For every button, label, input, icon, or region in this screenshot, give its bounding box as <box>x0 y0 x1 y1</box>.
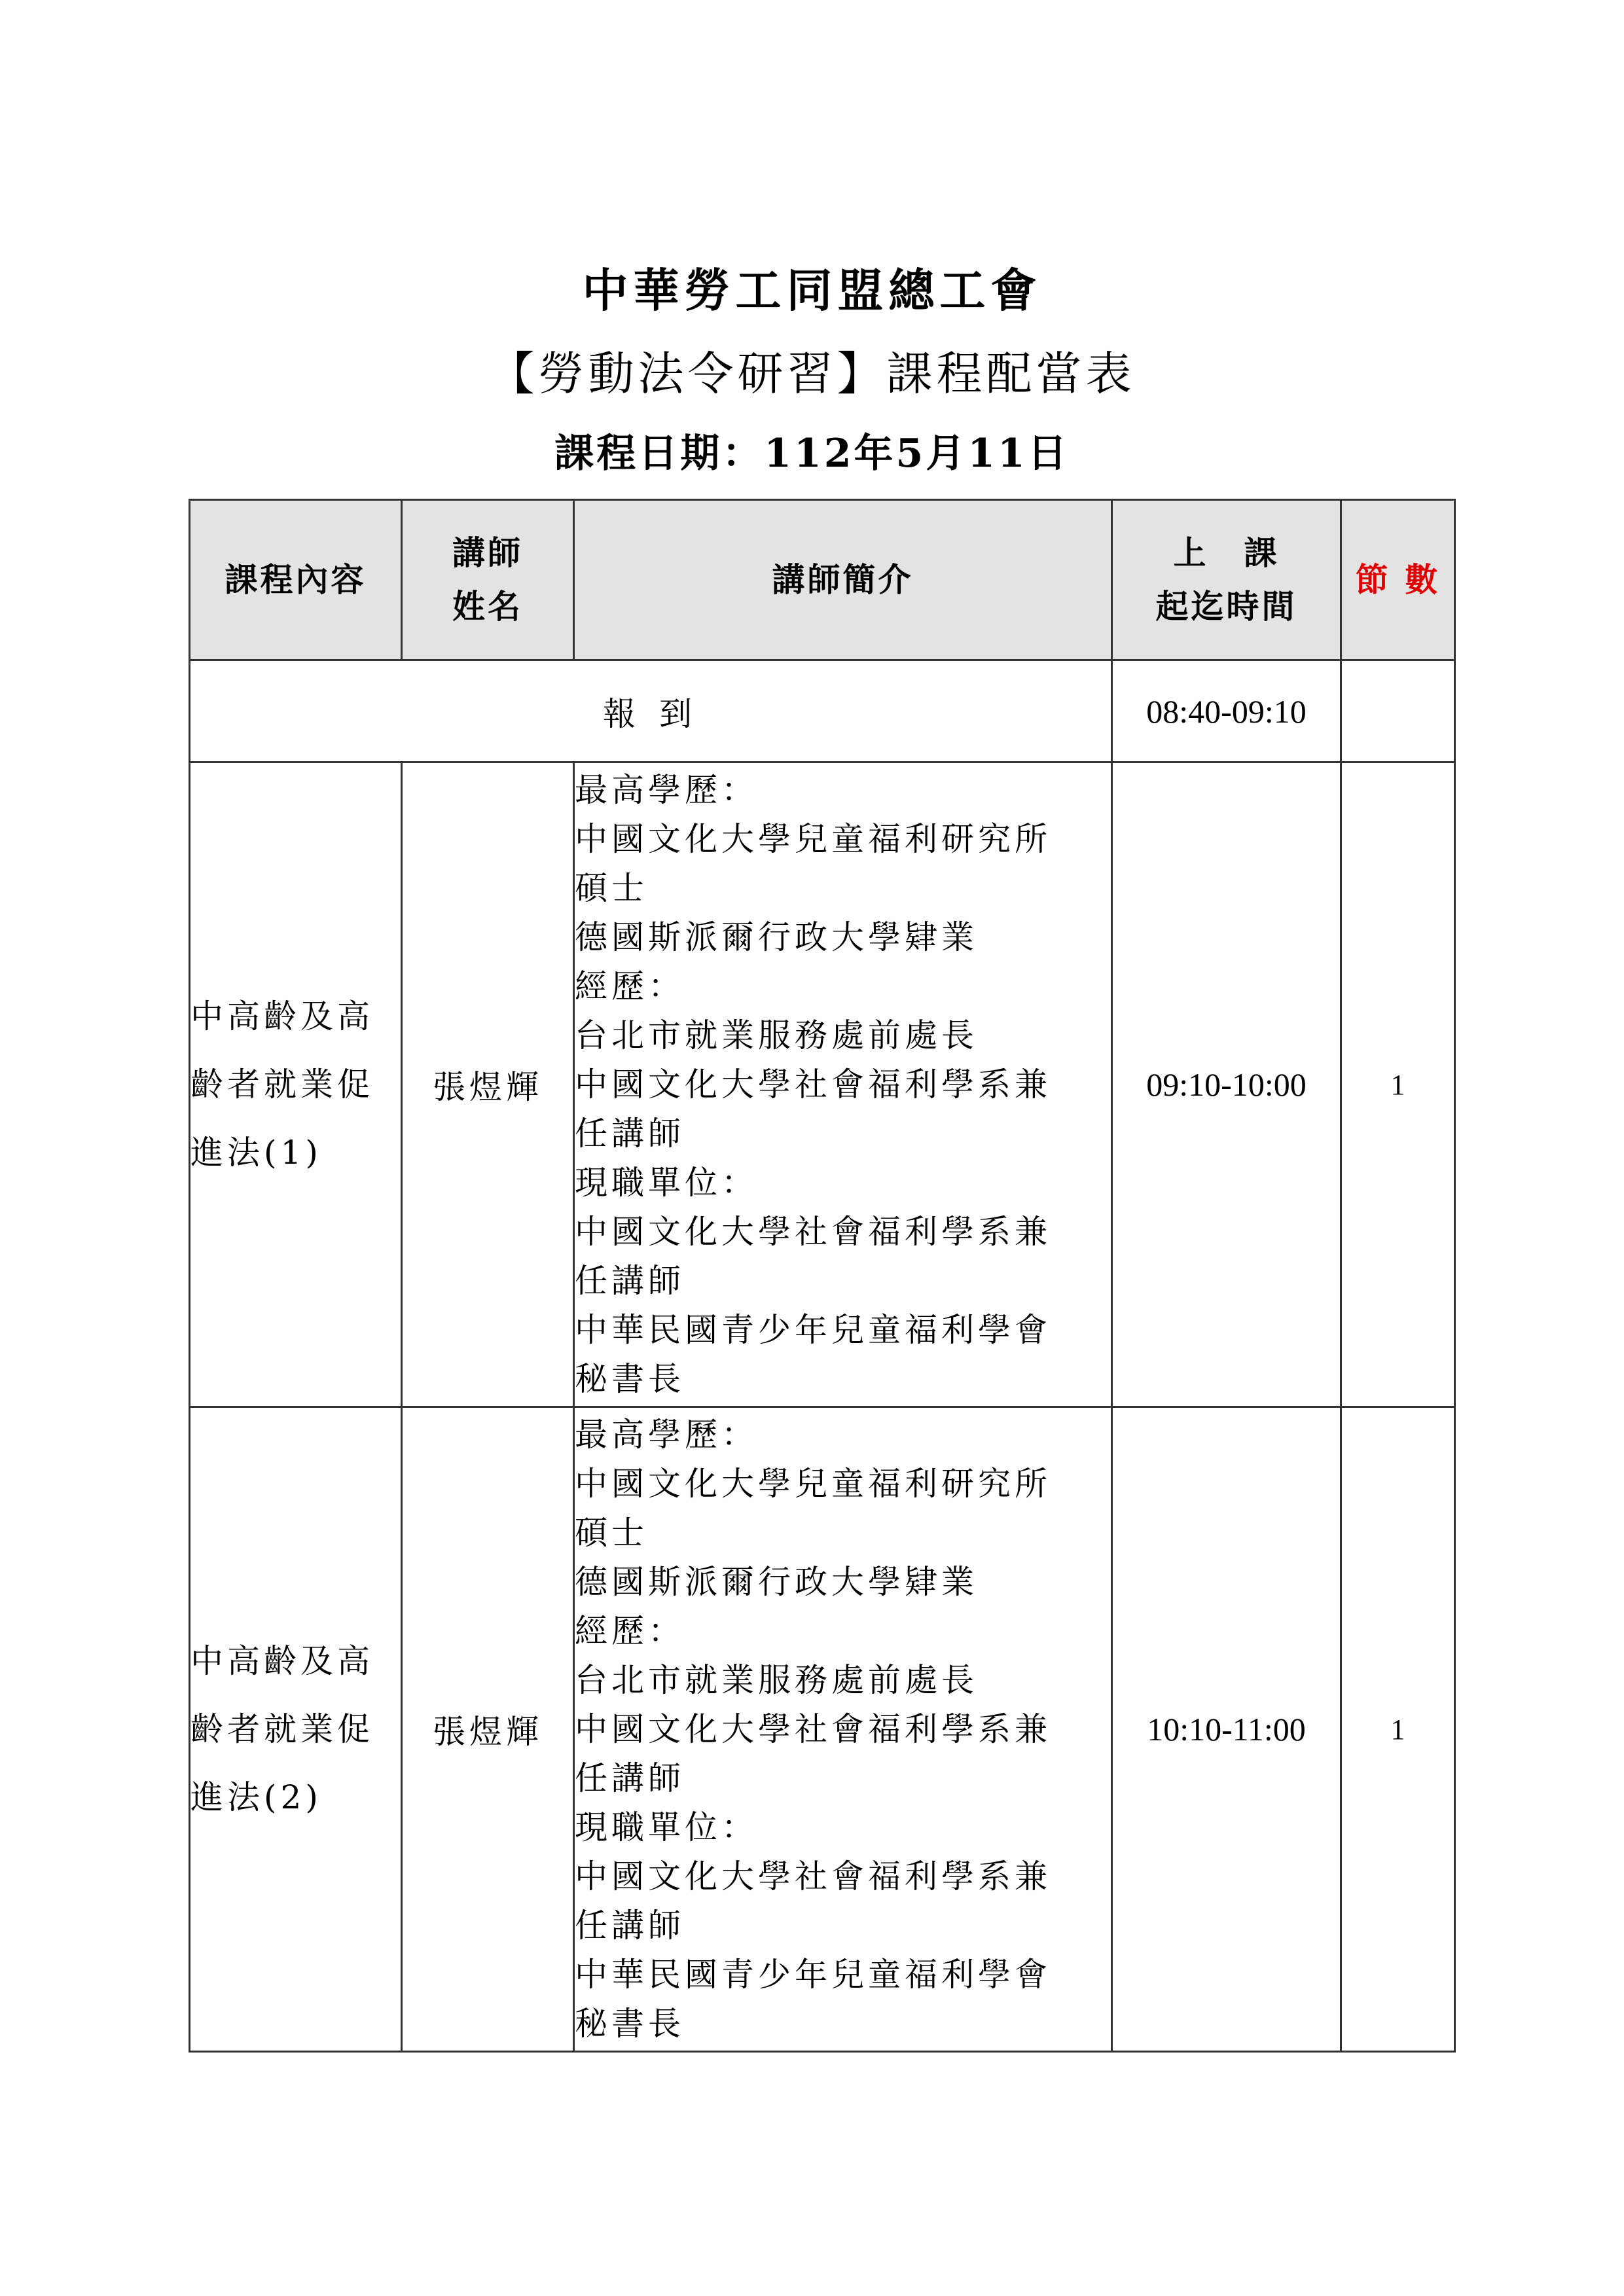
instructor-bio <box>574 762 1112 1407</box>
bio-line: 任講師 <box>575 1114 685 1153</box>
bio-line: 任講師 <box>575 1261 685 1300</box>
instructor-bio <box>574 1407 1112 2052</box>
table-header-row <box>190 500 1455 660</box>
bio-line: 中國文化大學社會福利學系兼 <box>575 1065 1051 1103</box>
bio-line: 任講師 <box>575 1759 685 1797</box>
bio-line: 碩士 <box>575 869 648 907</box>
bio-line: 中國文化大學兒童福利研究所 <box>575 1464 1051 1503</box>
org-title: 中華勞工同盟總工會 <box>582 263 1042 317</box>
col-header-instructor-line-1: 講師 <box>452 533 523 572</box>
instructor-name: 張煜輝 <box>402 762 574 1407</box>
schedule-table <box>189 499 1456 2053</box>
bio-line: 中華民國青少年兒童福利學會 <box>575 1955 1051 1994</box>
checkin-time: 08:40-09:10 <box>1112 660 1341 762</box>
session-time: 10:10-11:00 <box>1112 1407 1341 2052</box>
bio-line: 秘書長 <box>575 1359 685 1398</box>
course-line: 齡者就業促 <box>190 1710 374 1748</box>
table-row <box>190 762 1455 1407</box>
session-periods: 1 <box>1341 1407 1455 2052</box>
col-header-time-line-1: 上 課 <box>1173 533 1280 572</box>
course-cell <box>190 1407 402 2052</box>
bio-line: 最高學歷： <box>575 1415 758 1454</box>
course-line: 中高齡及高 <box>190 1642 374 1680</box>
bio-line: 任講師 <box>575 1906 685 1945</box>
bio-line: 中國文化大學社會福利學系兼 <box>575 1212 1051 1251</box>
col-header-instructor <box>402 500 574 660</box>
bio-line: 台北市就業服務處前處長 <box>575 1016 978 1054</box>
bio-line: 現職單位： <box>575 1163 758 1202</box>
course-line: 進法(1) <box>190 1134 322 1172</box>
bio-line: 碩士 <box>575 1513 648 1552</box>
bio-line: 台北市就業服務處前處長 <box>575 1660 978 1699</box>
bio-line: 德國斯派爾行政大學肄業 <box>575 1562 978 1601</box>
col-header-time <box>1112 500 1341 660</box>
table-row <box>190 1407 1455 2052</box>
checkin-periods <box>1341 660 1455 762</box>
bio-line: 中國文化大學兒童福利研究所 <box>575 819 1051 858</box>
bio-line: 德國斯派爾行政大學肄業 <box>575 918 978 956</box>
bio-line: 中國文化大學社會福利學系兼 <box>575 1710 1051 1748</box>
course-cell <box>190 762 402 1407</box>
course-line: 中高齡及高 <box>190 997 374 1035</box>
checkin-label: 報 到 <box>190 660 1112 762</box>
course-line: 進法(2) <box>190 1778 322 1816</box>
course-line: 齡者就業促 <box>190 1066 374 1103</box>
bio-line: 最高學歷： <box>575 770 758 809</box>
instructor-name: 張煜輝 <box>402 1407 574 2052</box>
program-title: 【勞動法令研習】課程配當表 <box>488 347 1136 401</box>
bio-line: 中國文化大學社會福利學系兼 <box>575 1857 1051 1895</box>
col-header-time-line-2: 起迄時間 <box>1155 587 1297 626</box>
session-periods: 1 <box>1341 762 1455 1407</box>
course-date: 課程日期：112年5月11日 <box>554 431 1070 476</box>
bio-line: 中華民國青少年兒童福利學會 <box>575 1310 1051 1349</box>
session-time: 09:10-10:00 <box>1112 762 1341 1407</box>
table-row-checkin <box>190 660 1455 762</box>
col-header-instructor-line-2: 姓名 <box>452 587 523 626</box>
bio-line: 秘書長 <box>575 2004 685 2043</box>
bio-line: 經歷： <box>575 967 685 1005</box>
col-header-course: 課程內容 <box>190 500 402 660</box>
col-header-periods: 節 數 <box>1341 500 1455 660</box>
col-header-bio: 講師簡介 <box>574 500 1112 660</box>
bio-line: 現職單位： <box>575 1808 758 1846</box>
bio-line: 經歷： <box>575 1611 685 1650</box>
